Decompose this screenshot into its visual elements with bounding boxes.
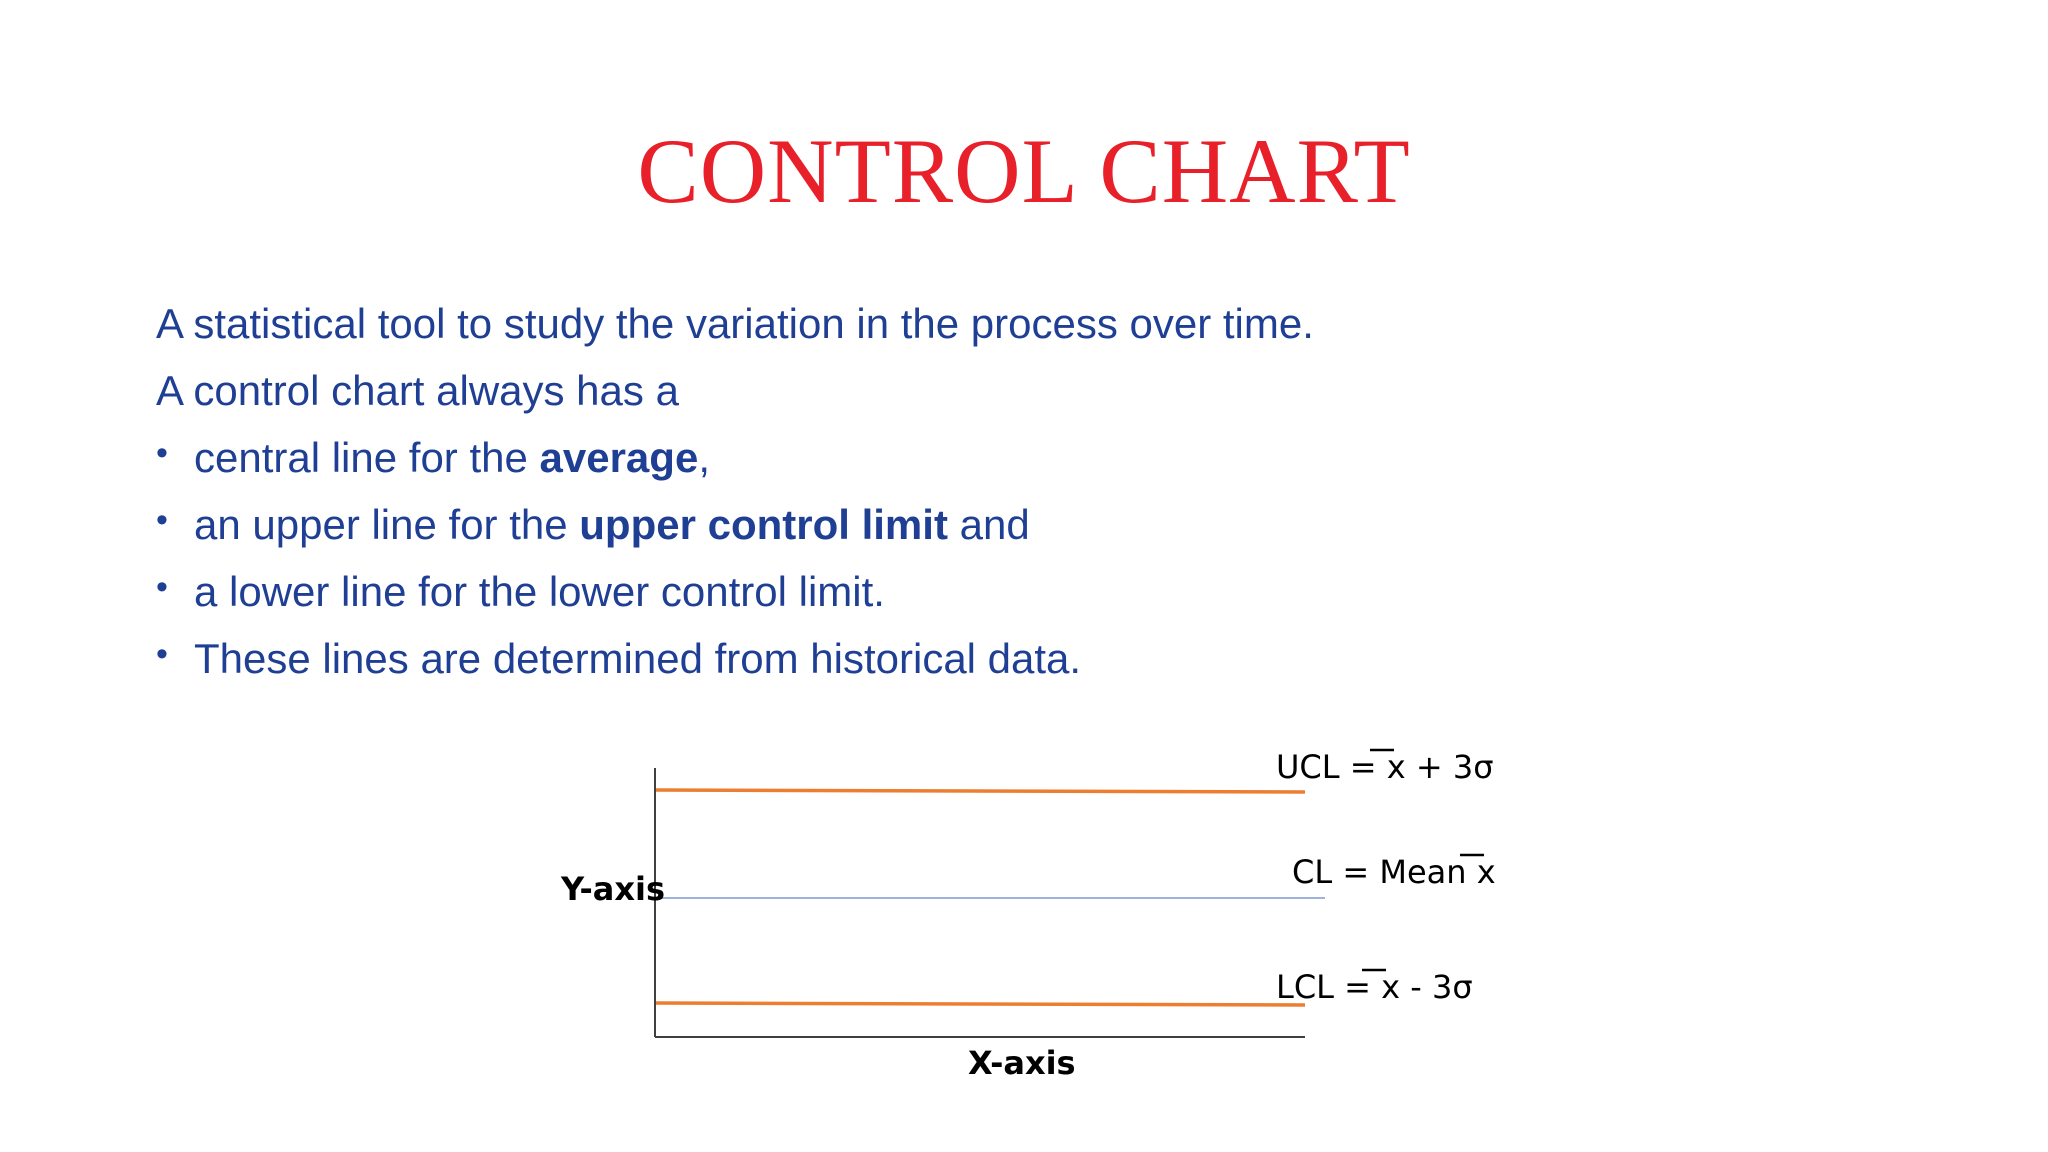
lcl-label-suffix: - 3σ [1400,968,1473,1006]
bullet-text-part: central line for the [194,434,540,481]
bullet-dot-icon: • [156,434,168,472]
ucl-label-suffix: + 3σ [1405,748,1494,786]
bullet-text-part: and [947,501,1030,548]
bullet-text-part: a lower line for the lower control limit. [194,568,885,615]
bullet-text-bold: average [539,434,699,481]
bullet-text-bold: upper control limit [579,501,948,548]
bullet-text-part: , [698,434,710,481]
ucl-label-xbar: x [1386,748,1406,786]
bullet-dot-icon: • [156,635,168,673]
ucl-line [656,790,1305,792]
y-axis-label: Y-axis [561,870,665,908]
x-axis-label: X-axis [968,1044,1076,1082]
bullet-text-part: These lines are determined from historical data. [194,635,1082,682]
cl-label [1292,853,1496,891]
lcl-label-prefix: LCL = [1276,968,1382,1006]
bullet-text-part: an upper line for the [194,501,580,548]
lcl-label [1276,968,1473,1006]
cl-label-xbar: x [1476,853,1496,891]
cl-label-prefix: CL = Mean [1292,853,1477,891]
ucl-label-prefix: UCL = [1276,748,1387,786]
intro-line-1: A statistical tool to study the variation in the process over time. [156,300,1314,347]
ucl-label [1276,748,1493,786]
bullet-dot-icon: • [156,568,168,606]
lcl-label-xbar: x [1381,968,1401,1006]
lcl-line [656,1003,1305,1005]
intro-line-2: A control chart always has a [156,367,679,414]
slide-title: CONTROL CHART [637,120,1411,222]
bullet-dot-icon: • [156,501,168,539]
